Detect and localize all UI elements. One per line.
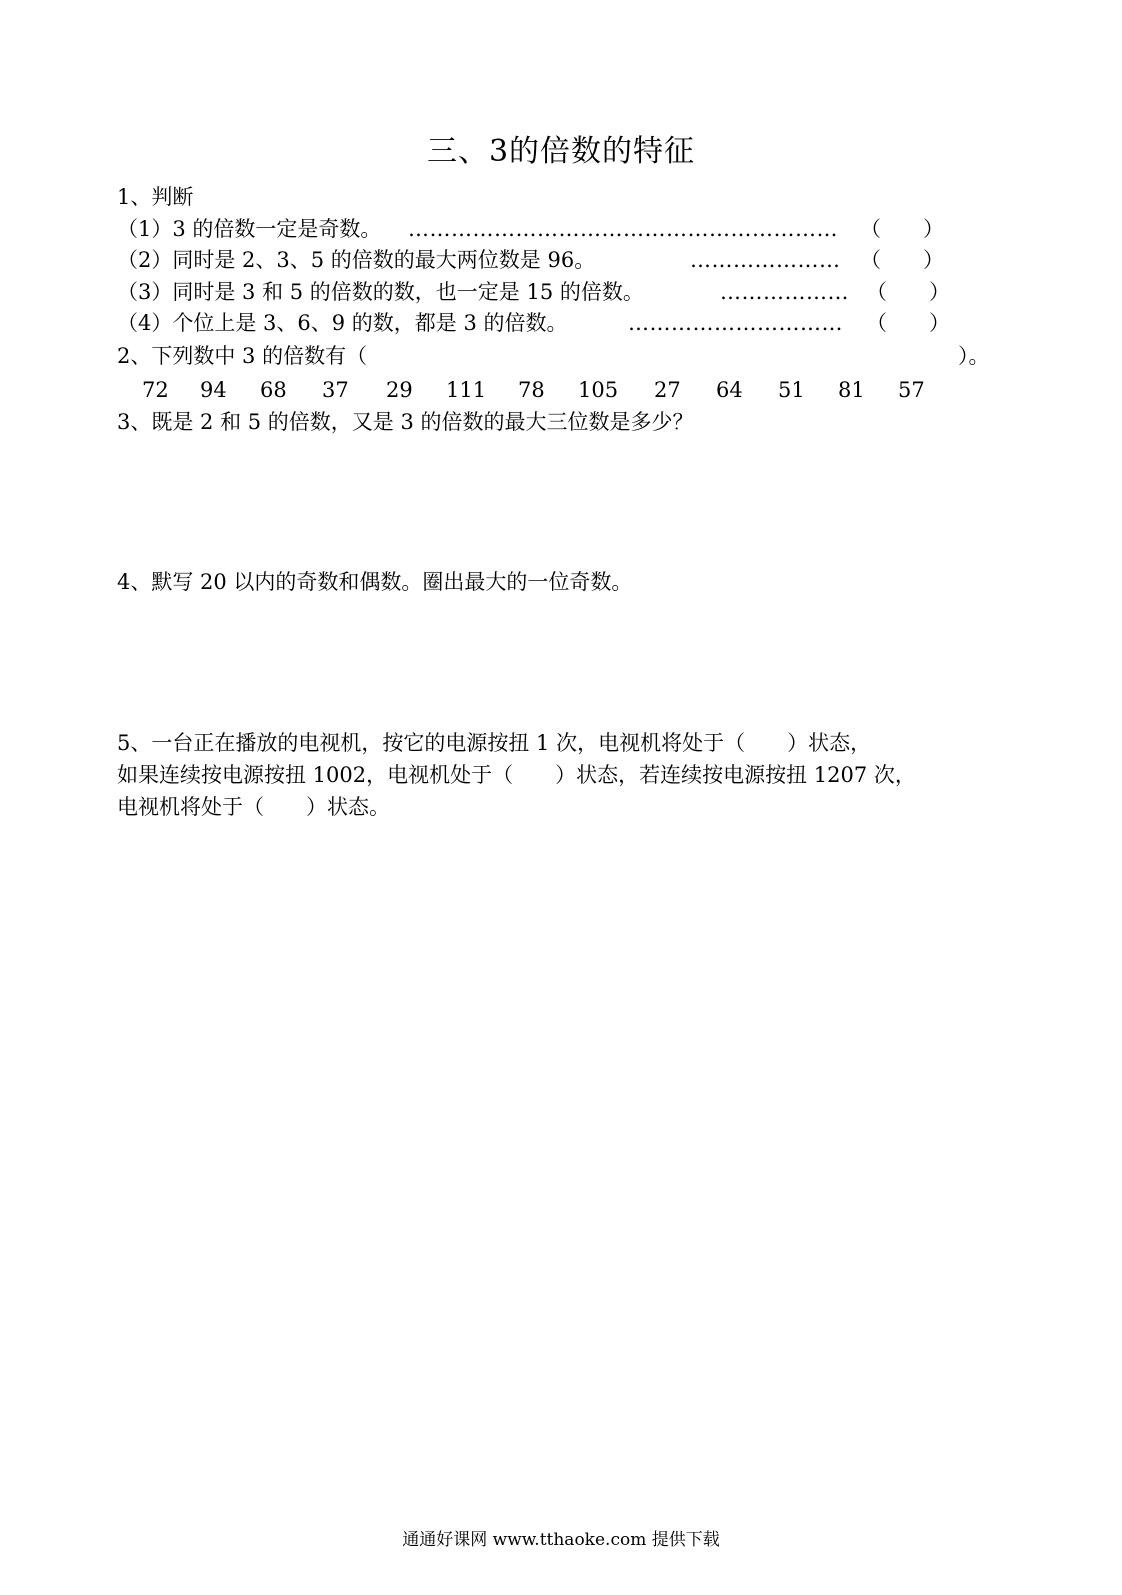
q2-number: 29 (386, 378, 413, 402)
q1-item-2-text: （2）同时是 2、3、5 的倍数的最大两位数是 96。 (117, 248, 596, 272)
q1-item-3-dots: ……………… (720, 280, 849, 304)
q1-item-1-answer-parens[interactable]: （ ） (860, 217, 944, 241)
q4-text: 4、默写 20 以内的奇数和偶数。圈出最大的一位奇数。 (117, 570, 633, 594)
q2-number: 111 (446, 378, 487, 402)
q2-number: 72 (142, 378, 169, 402)
q1-item-4-answer-parens[interactable]: （ ） (866, 311, 950, 335)
q2-number: 51 (778, 378, 805, 402)
q2-prompt-close: ）。 (958, 344, 990, 368)
q2-number: 57 (898, 378, 925, 402)
q1-item-3-answer-parens[interactable]: （ ） (866, 280, 950, 304)
q3-text: 3、既是 2 和 5 的倍数，又是 3 的倍数的最大三位数是多少？ (117, 410, 694, 434)
page-title: 三、3的倍数的特征 (426, 134, 696, 169)
q2-number: 94 (200, 378, 227, 402)
q2-number: 68 (260, 378, 287, 402)
q2-number: 78 (518, 378, 545, 402)
q2-number: 81 (838, 378, 865, 402)
q2-number: 37 (322, 378, 349, 402)
q5-line-3: 电视机将处于（ ）状态。 (117, 795, 390, 819)
q5-line-1: 5、一台正在播放的电视机，按它的电源按扭 1 次，电视机将处于（ ）状态， (117, 731, 872, 755)
q2-number: 27 (654, 378, 681, 402)
q1-item-4-text: （4）个位上是 3、6、9 的数，都是 3 的倍数。 (117, 311, 568, 335)
q1-item-1-text: （1）3 的倍数一定是奇数。 (117, 217, 382, 241)
q1-item-2-answer-parens[interactable]: （ ） (860, 248, 944, 272)
q5-line-2: 如果连续按电源按扭 1002，电视机处于（ ）状态，若连续按电源按扭 1207 次， (117, 763, 916, 787)
q1-item-4-dots: ………………………… (628, 311, 843, 335)
q2-prompt: 2、下列数中 3 的倍数有（ (117, 344, 368, 368)
q1-item-3-text: （3）同时是 3 和 5 的倍数的数，也一定是 15 的倍数。 (117, 280, 644, 304)
footer-source: 通通好课网 www.tthaoke.com 提供下载 (402, 1530, 720, 1550)
q1-item-2-dots: ………………… (690, 248, 841, 272)
q1-heading: 1、判断 (117, 185, 194, 209)
q2-number: 64 (716, 378, 743, 402)
q1-item-1-dots: …………………………………………………… (408, 217, 838, 241)
q2-number: 105 (578, 378, 619, 402)
